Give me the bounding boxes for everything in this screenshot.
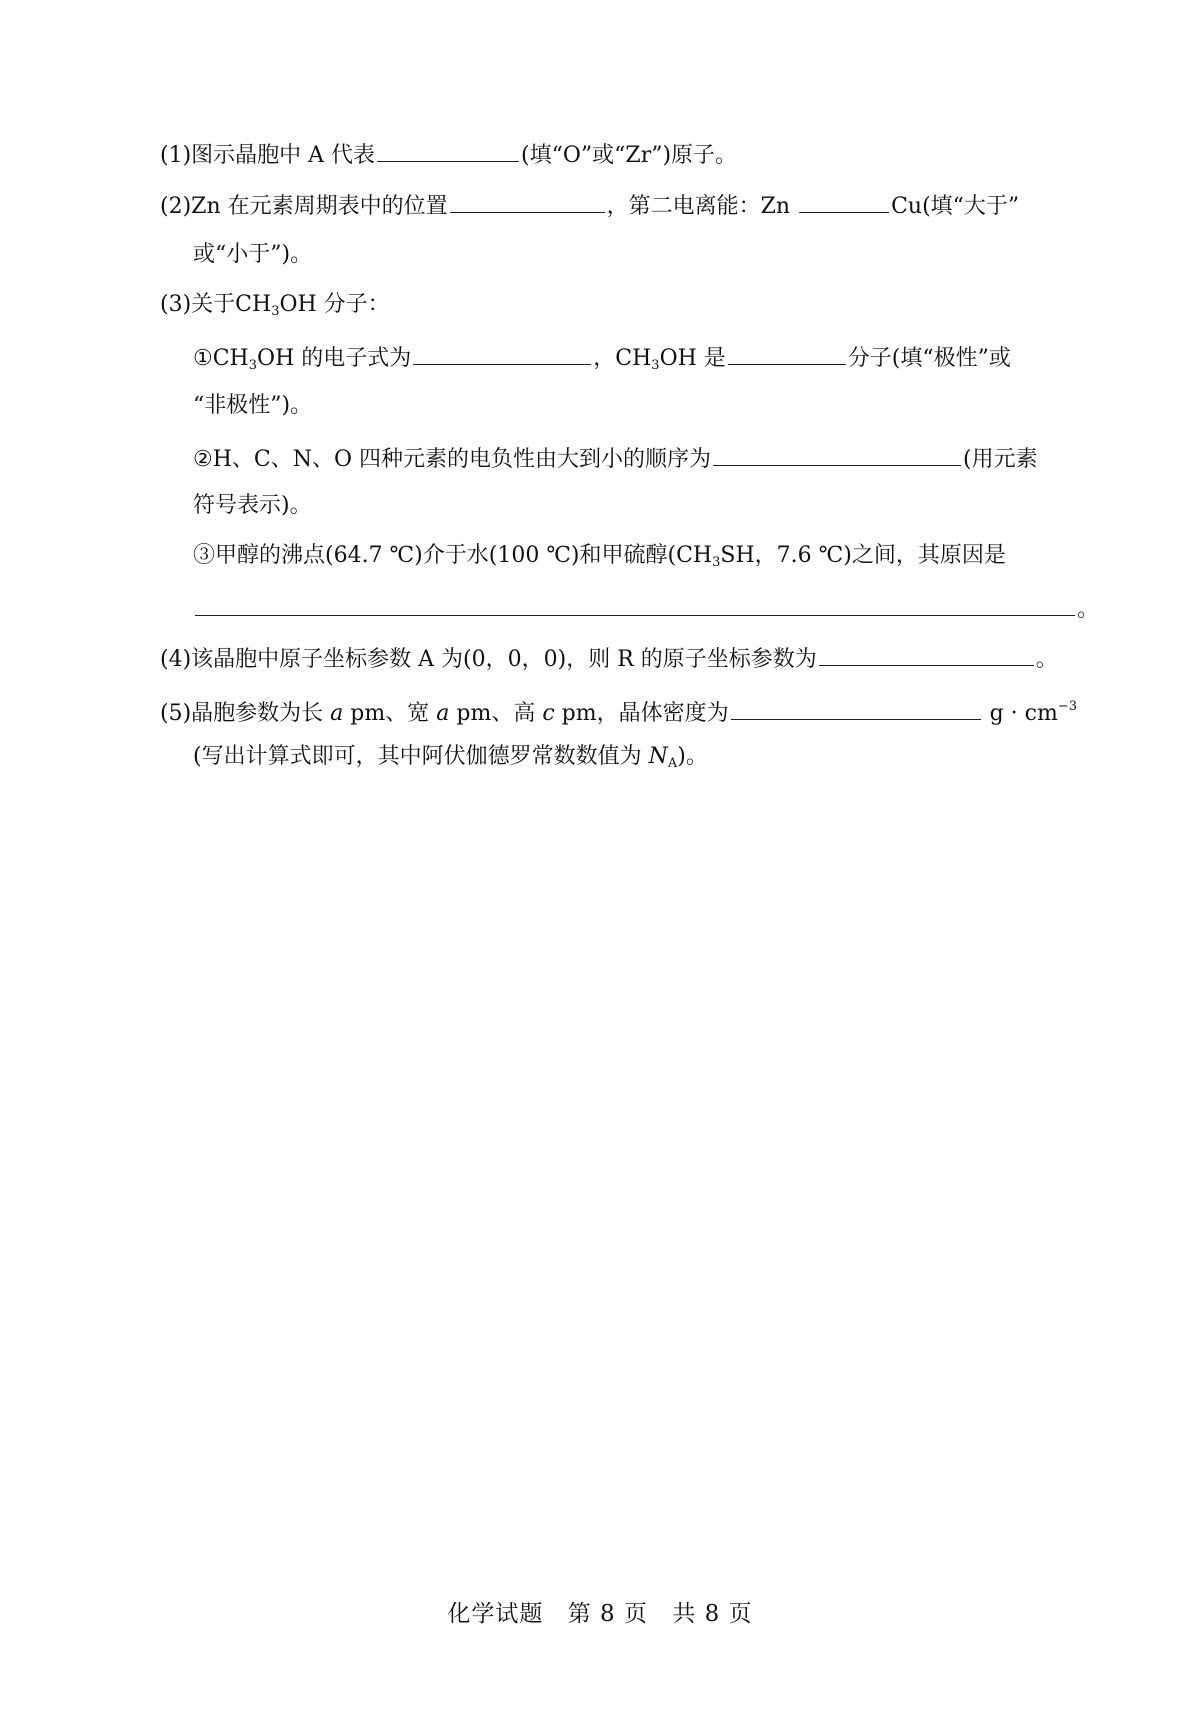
question-3-1 <box>193 340 1011 373</box>
q3-intro-sub: 3 <box>271 304 280 319</box>
q3-3-end: 。 <box>1077 597 1100 622</box>
question-5-line2 <box>193 742 708 772</box>
question-4 <box>160 641 1058 671</box>
q3-3-reason-blank[interactable] <box>195 591 1075 616</box>
q5-p2: pm、宽 <box>350 701 430 726</box>
q5-p4: pm，晶体密度为 <box>561 701 729 726</box>
q3-intro-b: OH 分子： <box>279 292 390 317</box>
question-3-1-line2 <box>193 391 312 421</box>
q5-width-symbol: a <box>436 701 450 726</box>
q2-suffix: Cu(填“大于” <box>891 194 1020 219</box>
q5-height-symbol: c <box>542 701 555 726</box>
q3-2-suffix: (用元素 <box>963 447 1038 472</box>
q5-p3: pm、高 <box>456 701 536 726</box>
question-3-3 <box>193 541 1006 571</box>
q3-1-sub2: 3 <box>651 358 660 373</box>
q4-coord-blank[interactable] <box>819 641 1034 666</box>
q3-3-p2: SH，7.6 ℃)之间，其原因是 <box>720 543 1006 568</box>
question-1 <box>160 137 737 167</box>
q4-end: 。 <box>1035 647 1058 672</box>
question-3-2-line2 <box>193 491 312 521</box>
q5-p1: (5)晶胞参数为长 <box>160 701 324 726</box>
page-footer <box>0 1595 1200 1628</box>
q1-suffix: (填“O”或“Zr”)原子。 <box>521 143 738 168</box>
q3-3-sub: 3 <box>712 555 721 570</box>
q3-1-line2: “非极性”)。 <box>193 393 313 418</box>
q3-2-order-blank[interactable] <box>713 441 961 466</box>
question-5 <box>160 692 1078 726</box>
question-2-line2 <box>193 240 312 270</box>
q3-2-line2: 符号表示)。 <box>193 493 312 518</box>
footer-subject: 化学试题 <box>447 1601 544 1627</box>
q2-position-blank[interactable] <box>450 188 605 213</box>
q2-compare-blank[interactable] <box>799 188 889 213</box>
question-2 <box>160 188 1019 218</box>
footer-page-number: 第 8 页 <box>567 1601 648 1627</box>
q4-prefix: (4)该晶胞中原子坐标参数 A 为(0，0，0)，则 R 的原子坐标参数为 <box>160 647 817 672</box>
q5-line2-a: (写出计算式即可，其中阿伏伽德罗常数数值为 <box>193 744 642 769</box>
q5-na-sub: A <box>667 756 678 771</box>
q1-prefix: (1)图示晶胞中 A 代表 <box>160 143 376 168</box>
q2-mid: ，第二电离能：Zn <box>606 194 791 219</box>
question-3-2 <box>193 441 1038 471</box>
q3-1-formula-blank[interactable] <box>413 340 591 365</box>
q3-intro-a: (3)关于CH <box>160 292 272 317</box>
q3-1-p1: ①CH <box>193 346 249 371</box>
q5-unit-exp: −3 <box>1057 699 1078 714</box>
q3-2-prefix: ②H、C、N、O 四种元素的电负性由大到小的顺序为 <box>193 447 712 472</box>
q3-1-sub1: 3 <box>248 358 258 373</box>
q2-line2: 或“小于”)。 <box>193 242 313 267</box>
q3-1-p3: ，CH <box>593 346 652 371</box>
q3-1-polarity-blank[interactable] <box>728 340 846 365</box>
question-3-3-line2 <box>193 591 1099 621</box>
q5-line2-b: )。 <box>677 744 708 769</box>
q5-na-symbol: N <box>648 744 668 769</box>
q3-1-p5: 分子(填“极性”或 <box>847 346 1011 371</box>
q3-1-p2: OH 的电子式为 <box>257 346 412 371</box>
q5-unit: g · cm <box>989 701 1058 726</box>
q5-length-symbol: a <box>330 701 344 726</box>
question-3 <box>160 290 390 320</box>
q3-3-p1: ③甲醇的沸点(64.7 ℃)介于水(100 ℃)和甲硫醇(CH <box>193 543 713 568</box>
q1-answer-blank[interactable] <box>377 137 519 162</box>
q2-prefix: (2)Zn 在元素周期表中的位置 <box>160 194 448 219</box>
footer-total-pages: 共 8 页 <box>672 1601 753 1627</box>
q5-density-blank[interactable] <box>731 695 981 720</box>
q3-1-p4: OH 是 <box>659 346 726 371</box>
